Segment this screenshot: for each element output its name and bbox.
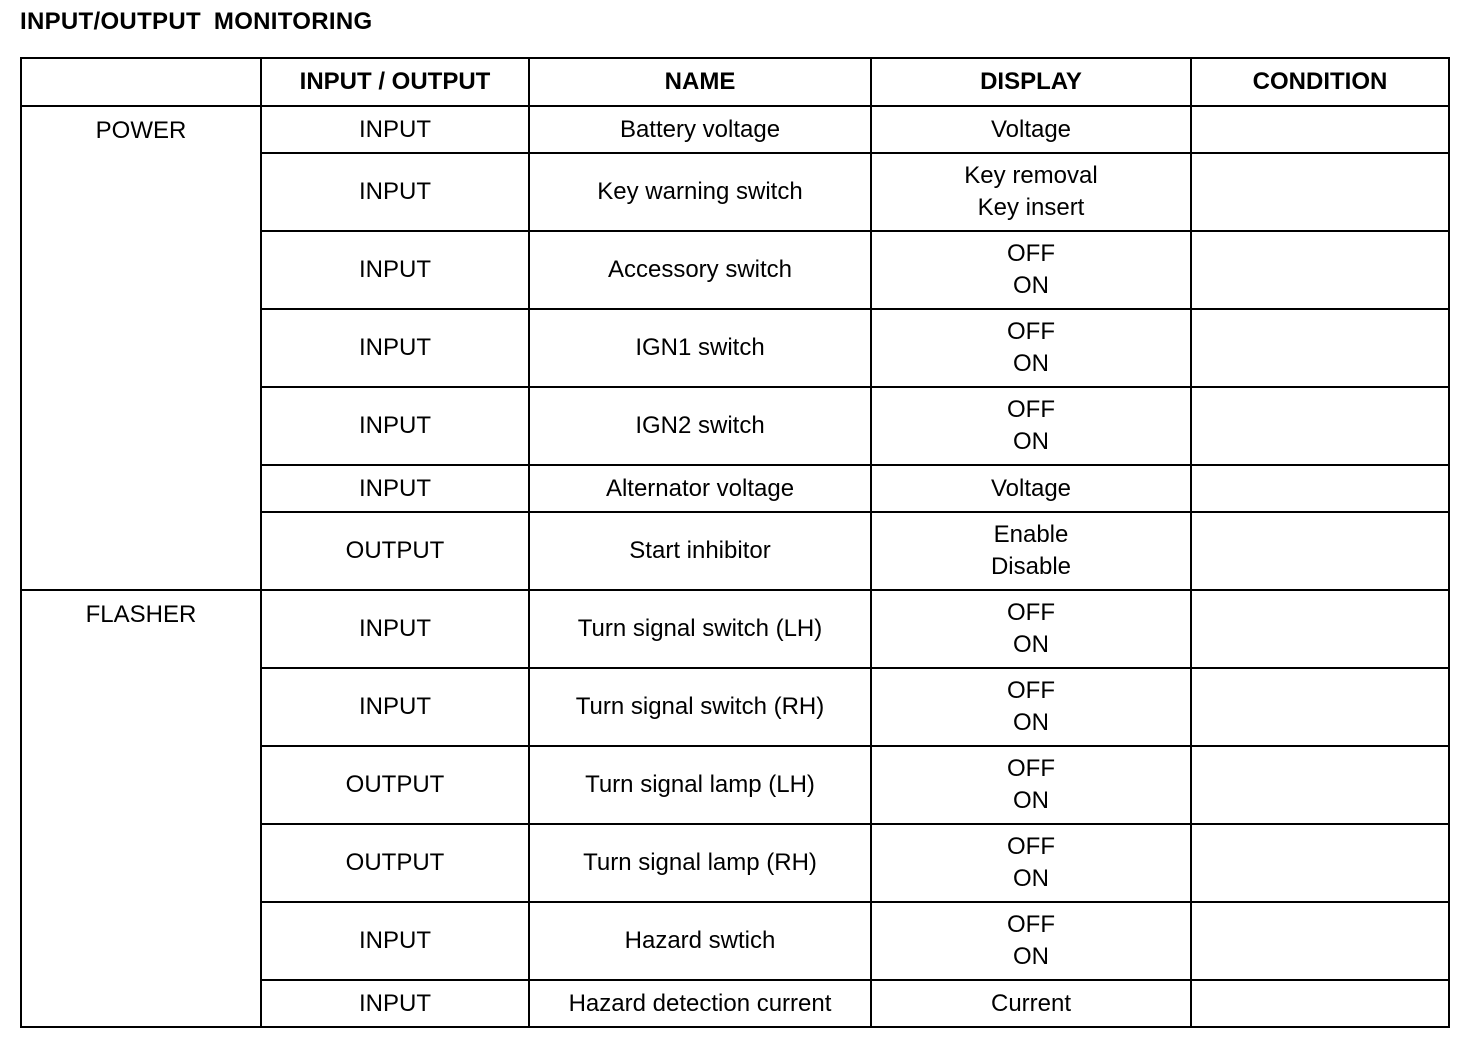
condition-cell — [1191, 309, 1449, 387]
header-input-output: INPUT / OUTPUT — [261, 58, 529, 106]
table-header-row — [21, 58, 1449, 106]
display-cell — [871, 465, 1191, 512]
header-name: NAME — [529, 58, 871, 106]
display-value: OFF — [1007, 755, 1055, 782]
name-cell: Turn signal lamp (LH) — [529, 746, 871, 824]
display-value: ON — [1013, 272, 1049, 299]
table-body — [21, 106, 1449, 1027]
name-cell: Turn signal switch (LH) — [529, 590, 871, 668]
display-value: OFF — [1007, 911, 1055, 938]
header-group — [21, 58, 261, 106]
display-value: ON — [1013, 865, 1049, 892]
condition-cell — [1191, 231, 1449, 309]
io-cell: INPUT — [261, 153, 529, 231]
display-value: Current — [990, 989, 1072, 1017]
display-value: ON — [1013, 631, 1049, 658]
display-value: OFF — [1007, 318, 1055, 345]
name-cell: IGN2 switch — [529, 387, 871, 465]
condition-cell — [1191, 590, 1449, 668]
group-label-flasher: FLASHER — [21, 590, 261, 1027]
display-value: OFF — [1007, 599, 1055, 626]
io-cell: INPUT — [261, 590, 529, 668]
io-cell: INPUT — [261, 387, 529, 465]
display-value: Disable — [990, 553, 1072, 580]
display-value: ON — [1013, 428, 1049, 455]
display-cell — [871, 590, 1191, 668]
condition-cell — [1191, 153, 1449, 231]
display-cell — [871, 512, 1191, 590]
io-monitoring-table — [20, 57, 1450, 1028]
name-cell: Start inhibitor — [529, 512, 871, 590]
condition-cell — [1191, 746, 1449, 824]
display-cell — [871, 668, 1191, 746]
display-cell — [871, 746, 1191, 824]
io-cell: OUTPUT — [261, 512, 529, 590]
name-cell: Turn signal lamp (RH) — [529, 824, 871, 902]
display-value: ON — [1013, 350, 1049, 377]
name-cell: IGN1 switch — [529, 309, 871, 387]
condition-cell — [1191, 824, 1449, 902]
table-row — [21, 106, 1449, 153]
display-cell — [871, 980, 1191, 1027]
display-cell — [871, 153, 1191, 231]
io-cell: INPUT — [261, 668, 529, 746]
name-cell: Turn signal switch (RH) — [529, 668, 871, 746]
table-row — [21, 590, 1449, 668]
display-cell — [871, 231, 1191, 309]
group-label-power: POWER — [21, 106, 261, 590]
io-cell: INPUT — [261, 231, 529, 309]
io-cell: INPUT — [261, 309, 529, 387]
io-cell: INPUT — [261, 980, 529, 1027]
io-cell: INPUT — [261, 902, 529, 980]
name-cell: Accessory switch — [529, 231, 871, 309]
display-value: Voltage — [990, 115, 1072, 143]
name-cell: Hazard detection current — [529, 980, 871, 1027]
display-value: Key removal — [964, 162, 1098, 189]
condition-cell — [1191, 387, 1449, 465]
io-cell: OUTPUT — [261, 824, 529, 902]
display-value: OFF — [1007, 833, 1055, 860]
display-cell — [871, 106, 1191, 153]
display-value: Enable — [993, 521, 1069, 548]
page-title: INPUT/OUTPUT MONITORING — [20, 8, 373, 35]
condition-cell — [1191, 465, 1449, 512]
display-value: OFF — [1007, 677, 1055, 704]
display-value: ON — [1013, 943, 1049, 970]
io-cell: INPUT — [261, 465, 529, 512]
name-cell: Key warning switch — [529, 153, 871, 231]
display-cell — [871, 309, 1191, 387]
display-cell — [871, 387, 1191, 465]
display-value: OFF — [1007, 396, 1055, 423]
condition-cell — [1191, 668, 1449, 746]
display-value: ON — [1013, 709, 1049, 736]
name-cell: Alternator voltage — [529, 465, 871, 512]
header-display: DISPLAY — [871, 58, 1191, 106]
display-value: Voltage — [990, 474, 1072, 502]
display-cell — [871, 824, 1191, 902]
condition-cell — [1191, 106, 1449, 153]
condition-cell — [1191, 902, 1449, 980]
name-cell: Battery voltage — [529, 106, 871, 153]
io-cell: INPUT — [261, 106, 529, 153]
header-condition: CONDITION — [1191, 58, 1449, 106]
condition-cell — [1191, 980, 1449, 1027]
condition-cell — [1191, 512, 1449, 590]
display-value: Key insert — [977, 194, 1085, 221]
io-cell: OUTPUT — [261, 746, 529, 824]
display-cell — [871, 902, 1191, 980]
name-cell: Hazard swtich — [529, 902, 871, 980]
display-value: ON — [1013, 787, 1049, 814]
display-value: OFF — [1007, 240, 1055, 267]
